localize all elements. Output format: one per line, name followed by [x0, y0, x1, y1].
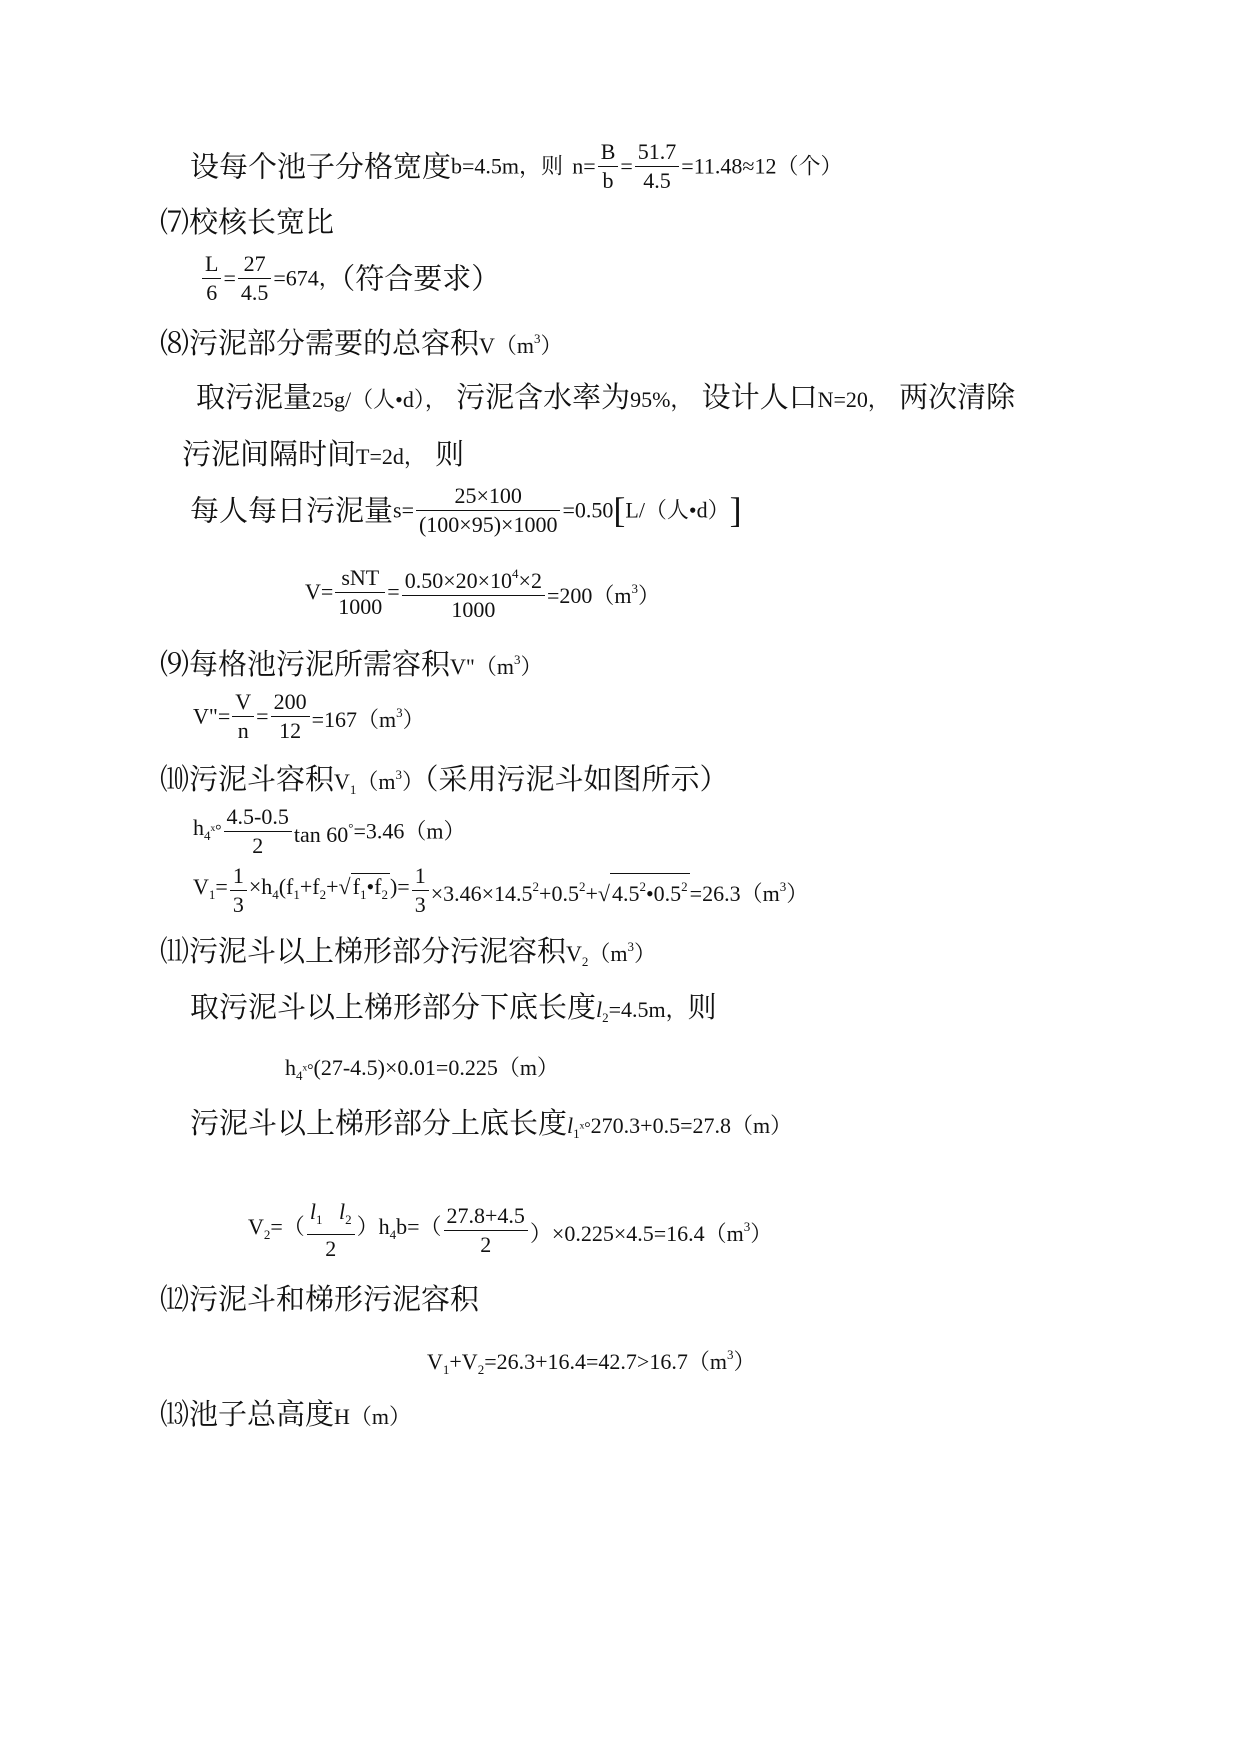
section-8-title: ⑻污泥部分需要的总容积 — [160, 326, 480, 360]
section-12-title: ⑿污泥斗和梯形污泥容积 — [160, 1282, 480, 1316]
s11-top-length — [190, 1106, 792, 1151]
s7-fraction-1: $\frac{L}{6}$ — [202, 250, 221, 307]
section-10-title: ⑽污泥斗容积 — [160, 762, 335, 796]
s11-p-c: 则 — [687, 990, 717, 1024]
s8-V-lhs: V= — [305, 579, 334, 604]
s8-s-result: =0.50 — [562, 497, 614, 523]
s11-V2-fraction-2: $\frac{27.8+4.5}{2}$ — [444, 1202, 528, 1259]
s11-paragraph — [190, 990, 717, 1035]
s7-equals: = — [223, 265, 236, 291]
s10-V1-calc: $\times 3.46\times 14.5^2+0.5^2+√4.5^2•0.5^2=26.3(m^3)$ — [431, 881, 809, 906]
n-lhs: n= — [572, 153, 596, 179]
s11-unit: $V_2(m^3)$ — [566, 939, 657, 969]
section-11-heading — [160, 930, 656, 979]
s11-h-formula — [285, 1048, 559, 1093]
s7-note: （符合要求） — [340, 261, 501, 296]
section-7-formula — [200, 250, 500, 307]
n-fraction-2: $\frac{51.7}{4.5}$ — [635, 138, 680, 195]
s10-h-formula — [193, 803, 465, 860]
n-fraction-1: $\frac{B}{b}$ — [598, 138, 619, 195]
s9-result: $=167(m^3)$ — [311, 705, 425, 732]
section-8-heading — [160, 322, 563, 363]
s7-fraction-2: $\frac{27}{4.5}$ — [238, 250, 272, 307]
s10-h-fraction: $\frac{4.5-0.5}{2}$ — [224, 803, 292, 860]
s10-V1-formula — [193, 862, 808, 919]
s11-V2-formula — [248, 1198, 772, 1263]
s10-note: （采用污泥斗如图所示） — [424, 762, 729, 796]
b-width-text: 设每个池子分格宽度 — [190, 149, 452, 184]
s10-V1-lhs: $V_1=$ — [193, 873, 228, 902]
s8-p2-c: 则 — [435, 437, 465, 471]
s9-unit: $V"(m^3)$ — [450, 652, 543, 679]
s8-p1-b: 25g/（人•d）， — [312, 387, 447, 412]
s9-fraction-2: $\frac{200}{12}$ — [271, 688, 310, 745]
section-13-heading — [160, 1397, 411, 1434]
s8-s-fraction: $\frac{25\times 100}{(100\times 95)\times 1000}$ — [416, 482, 560, 539]
s11-V2-result: ）$\times 0.225\times 4.5=16.4(m^3)$ — [529, 1219, 773, 1246]
s8-p2-a: 污泥间隔时间 — [182, 437, 357, 471]
s8-s-formula: 每人每日污泥量s= $\frac{25\times 100}{(100\times 95)\times 1000}$ =0.50[L/（人•d）] — [190, 483, 742, 537]
s8-paragraph-line-2 — [182, 437, 464, 474]
s11-V2-fraction-1: $\frac{l_1 l_2}{2}$ — [307, 1198, 355, 1263]
s9-formula — [193, 688, 425, 745]
n-result: =11.48≈12（个） — [681, 153, 843, 179]
section-13-title: ⒀池子总高度 — [160, 1397, 335, 1431]
s9-equals: = — [256, 703, 269, 729]
s8-unit: $V(m^3)$ — [479, 331, 563, 358]
s10-unit: $V_1(m^3)$ — [334, 767, 425, 797]
section-9-heading — [160, 643, 543, 684]
n-equals: = — [620, 153, 633, 179]
b-width-value: b=4.5m，则 — [451, 153, 564, 179]
section-10-heading — [160, 758, 729, 807]
s8-p1-c: 污泥含水率为 — [456, 380, 631, 414]
s8-s-lhs: s= — [393, 497, 414, 523]
s13-unit: H（m） — [334, 1404, 412, 1429]
section-7-title: ⑺校核长宽比 — [160, 205, 335, 239]
s8-p1-d: 95%， — [630, 387, 693, 412]
s8-s-text: 每人每日污泥量 — [190, 493, 394, 528]
s11-p-value: $l_2=4.5m$， — [596, 997, 688, 1025]
s8-p1-a: 取污泥量 — [196, 380, 313, 414]
s9-lhs: V"= — [193, 703, 231, 729]
s11-h-operator: ˣ° — [302, 1062, 314, 1079]
s10-h-tan: tan 60° — [293, 820, 354, 847]
s12-equation: $V_1+V_2=26.3+16.4=42.7>16.7(m^3)$ — [427, 1347, 756, 1377]
s8-V-result: $=200(m^3)$ — [546, 580, 661, 608]
s12-formula — [427, 1338, 755, 1387]
s8-p2-b: T=2d， — [356, 444, 426, 469]
s10-V1-body: $\times h_4(f_1+f_2+√f_1•f_2)=$ — [249, 874, 410, 899]
s7-result: =674， — [273, 265, 341, 291]
s8-V-fraction-1: $\frac{\text{sNT}}{1000}$ — [335, 564, 385, 621]
s8-V-fraction-2: $\frac{0.50\times 20\times 10^4\times 2}{1000}$ — [402, 560, 545, 624]
s10-h-lhs: $h_4$ — [193, 814, 211, 843]
s11-p-a: 取污泥斗以上梯形部分下底长度 — [190, 990, 597, 1024]
s8-paragraph-line-1 — [196, 380, 1015, 417]
s10-h-operator: ˣ° — [210, 822, 222, 840]
s8-p1-e: 设计人口 — [701, 380, 818, 414]
s8-p1-g: 两次清除 — [899, 380, 1016, 414]
section-7-heading — [160, 205, 334, 239]
s11-top-value: $l_1ˣ^\circ 270.3+0.5=27.8(m)$ — [567, 1113, 793, 1141]
s11-V2-lhs: $V_2=$（ — [248, 1213, 305, 1242]
s10-V1-fraction-2: $\frac{1}{3}$ — [412, 862, 429, 919]
section-9-title: ⑼每格池污泥所需容积 — [160, 647, 451, 681]
s9-fraction-1: $\frac{V}{n}$ — [232, 688, 254, 745]
s8-V-formula — [305, 560, 660, 624]
s8-V-equals: = — [387, 579, 400, 604]
s11-top-text: 污泥斗以上梯形部分上底长度 — [190, 1106, 568, 1140]
line-b-width — [190, 138, 842, 196]
s10-V1-fraction-1: $\frac{1}{3}$ — [230, 862, 247, 919]
s8-p1-f: N=20， — [817, 387, 890, 412]
s10-h-result: =3.46（m） — [353, 818, 466, 844]
s11-V2-mid: ）$h_4b=$（ — [356, 1213, 442, 1242]
s11-h-rhs: (27-4.5)×0.01=0.225（m） — [313, 1055, 559, 1080]
s8-s-unit: L/（人•d） — [625, 497, 730, 523]
s11-h-lhs: $h_4$ — [285, 1055, 303, 1083]
section-11-title: ⑾污泥斗以上梯形部分污泥容积 — [160, 934, 567, 968]
section-12-heading — [160, 1282, 479, 1316]
